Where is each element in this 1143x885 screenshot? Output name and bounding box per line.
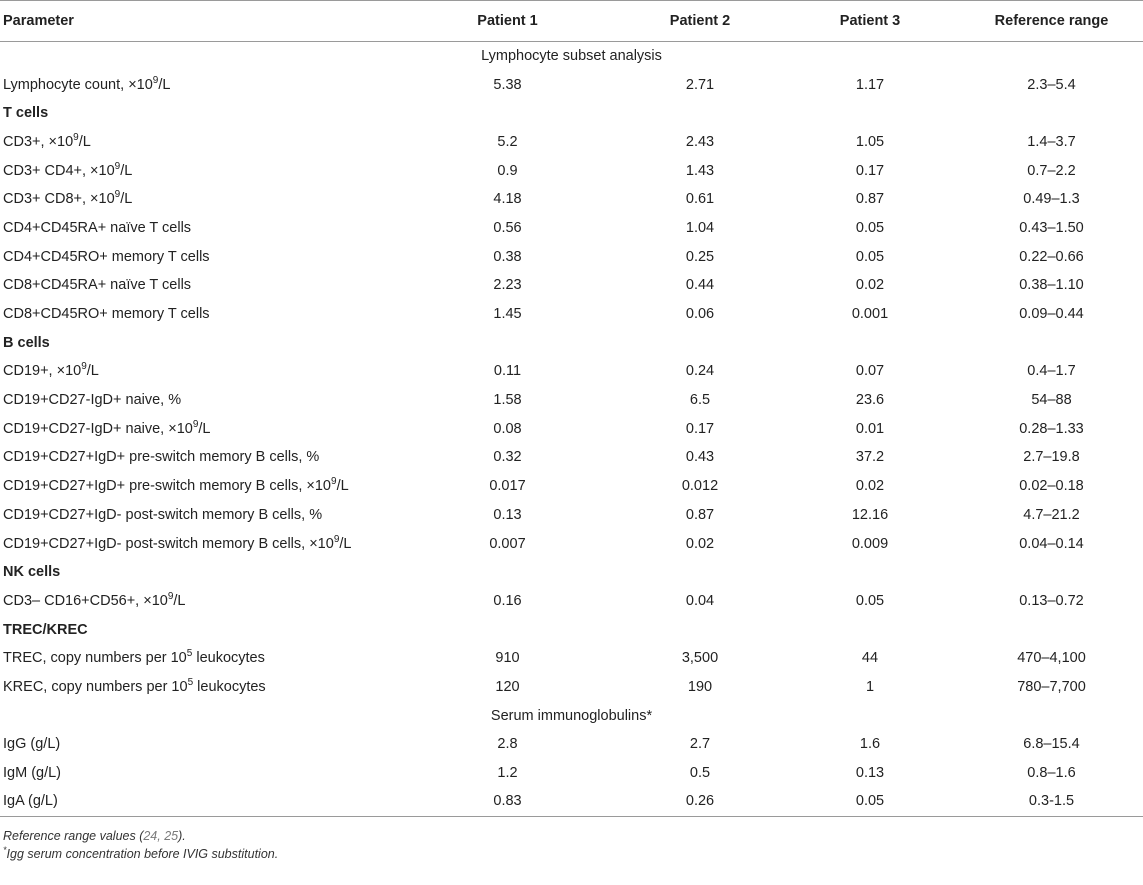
patient-2-value: 2.43 xyxy=(685,133,715,150)
reference-range-value: 0.38–1.10 xyxy=(1019,277,1084,294)
igg-note xyxy=(3,845,1143,863)
reference-range-value: 0.22–0.66 xyxy=(1019,248,1084,265)
patient-3-value: 0.01 xyxy=(855,420,885,437)
parameter-exponent: 5 xyxy=(187,677,194,689)
patient-2-value: 0.43 xyxy=(685,449,715,466)
parameter-label: CD3– CD16+CD56+, ×10 xyxy=(3,592,168,609)
parameter-unit: /L xyxy=(336,478,349,495)
patient-3-value: 0.02 xyxy=(855,277,885,294)
patient-3-value: 0.001 xyxy=(851,306,889,323)
patient-3-value: 0.05 xyxy=(855,592,885,609)
parameter-exponent: 5 xyxy=(186,648,193,660)
parameter-cell xyxy=(0,414,395,443)
patient-1-value: 1.45 xyxy=(493,306,522,323)
parameter-exponent: 9 xyxy=(114,189,121,201)
table-row xyxy=(0,128,1143,157)
table-row xyxy=(0,70,1143,99)
patient-1-value: 5.2 xyxy=(497,133,518,150)
patient-1-value: 120 xyxy=(495,678,520,695)
parameter-cell xyxy=(0,128,395,157)
patient-2-value: 0.012 xyxy=(681,478,719,495)
patient-2-value: 2.71 xyxy=(685,76,715,93)
section-label: Lymphocyte subset analysis xyxy=(481,48,662,65)
table-row xyxy=(0,156,1143,185)
patient-3-value: 1.17 xyxy=(855,76,885,93)
parameter-cell xyxy=(0,386,395,415)
patient-2-value: 0.02 xyxy=(685,535,715,552)
parameter-label: CD8+CD45RO+ memory T cells xyxy=(3,306,210,323)
parameter-cell xyxy=(0,787,395,816)
group-label: B cells xyxy=(3,334,50,351)
parameter-cell xyxy=(0,759,395,788)
section-label: Serum immunoglobulins* xyxy=(490,707,653,724)
parameter-label: CD19+CD27+IgD- post-switch memory B cells, ×10 xyxy=(3,535,334,552)
table-row xyxy=(0,787,1143,816)
patient-3-value: 44 xyxy=(861,650,879,667)
patient-3-value: 0.13 xyxy=(855,765,885,782)
parameter-label: CD4+CD45RA+ naïve T cells xyxy=(3,219,192,236)
reference-range-value: 0.13–0.72 xyxy=(1019,592,1084,609)
reference-range-value: 1.4–3.7 xyxy=(1027,133,1076,150)
patient-1-value: 1.58 xyxy=(493,392,522,409)
group-row xyxy=(0,615,1143,644)
group-row xyxy=(0,328,1143,357)
reference-range-value: 0.4–1.7 xyxy=(1027,363,1076,380)
igg-note-text: Igg serum concentration before IVIG substitution. xyxy=(6,846,279,861)
parameter-unit: /L xyxy=(86,363,99,380)
patient-3-value: 0.87 xyxy=(855,191,885,208)
parameter-cell xyxy=(0,587,395,616)
group-label: NK cells xyxy=(3,564,61,581)
reference-note-suffix: ). xyxy=(178,828,186,843)
parameter-label: Lymphocyte count, ×10 xyxy=(3,76,153,93)
table-row xyxy=(0,443,1143,472)
parameter-exponent: 9 xyxy=(152,74,159,86)
section-row xyxy=(0,701,1143,730)
reference-range-value: 0.43–1.50 xyxy=(1019,219,1084,236)
patient-3-value: 0.009 xyxy=(851,535,889,552)
patient-1-value: 0.13 xyxy=(493,506,522,523)
reference-range-value: 0.28–1.33 xyxy=(1019,420,1084,437)
table-header-row xyxy=(0,1,1143,42)
patient-1-value: 0.007 xyxy=(489,535,526,552)
reference-range-value: 470–4,100 xyxy=(1017,650,1086,667)
header-parameter: Parameter xyxy=(0,1,395,42)
patient-1-value: 4.18 xyxy=(493,191,522,208)
patient-3-value: 0.05 xyxy=(780,787,960,816)
patient-1-value: 5.38 xyxy=(493,76,522,93)
reference-range-value: 0.02–0.18 xyxy=(1019,478,1084,495)
table-row xyxy=(0,472,1143,501)
parameter-label: IgG (g/L) xyxy=(3,736,61,753)
table-row xyxy=(0,759,1143,788)
table-row xyxy=(0,386,1143,415)
table-row xyxy=(0,414,1143,443)
patient-2-value: 190 xyxy=(687,678,713,695)
parameter-label: CD19+, ×10 xyxy=(3,363,82,380)
patient-1-value: 0.08 xyxy=(493,420,522,437)
table-row xyxy=(0,214,1143,243)
reference-range-value: 0.04–0.14 xyxy=(1019,535,1084,552)
patient-1-value: 0.16 xyxy=(493,592,522,609)
parameter-label: CD3+, ×10 xyxy=(3,133,74,150)
table-row xyxy=(0,242,1143,271)
patient-3-value: 0.05 xyxy=(855,248,885,265)
parameter-unit: /L xyxy=(173,592,186,609)
group-label: T cells xyxy=(3,105,49,122)
patient-1-value: 0.38 xyxy=(493,248,522,265)
parameter-unit: /L xyxy=(120,191,133,208)
parameter-label: CD19+CD27-IgD+ naive, % xyxy=(3,392,182,409)
parameter-cell xyxy=(0,673,395,702)
reference-range-value: 2.7–19.8 xyxy=(1023,449,1080,466)
parameter-label: CD3+ CD4+, ×10 xyxy=(3,162,115,179)
reference-citation-links[interactable]: 24, 25 xyxy=(143,828,179,843)
patient-2-value: 0.26 xyxy=(620,787,780,816)
parameter-exponent: 9 xyxy=(114,160,121,172)
parameter-unit: leukocytes xyxy=(193,678,266,695)
patient-2-value: 0.06 xyxy=(685,306,715,323)
parameter-cell xyxy=(0,443,395,472)
parameter-unit: /L xyxy=(78,133,91,150)
parameter-cell xyxy=(0,529,395,558)
parameter-exponent: 9 xyxy=(81,361,87,373)
reference-range-value: 0.8–1.6 xyxy=(1027,765,1076,782)
table-row xyxy=(0,587,1143,616)
patient-2-value: 0.5 xyxy=(689,765,711,782)
patient-1-value: 0.83 xyxy=(395,787,620,816)
parameter-exponent: 9 xyxy=(73,132,79,144)
parameter-exponent: 9 xyxy=(333,533,340,545)
table-row xyxy=(0,271,1143,300)
parameter-label: CD3+ CD8+, ×10 xyxy=(3,191,115,208)
patient-1-value: 0.32 xyxy=(493,449,522,466)
patient-2-value: 0.24 xyxy=(685,363,715,380)
parameter-cell xyxy=(0,644,395,673)
parameter-cell xyxy=(0,300,395,329)
group-row xyxy=(0,558,1143,587)
group-label: TREC/KREC xyxy=(3,621,88,638)
reference-range-value: 0.7–2.2 xyxy=(1027,162,1076,179)
table-row xyxy=(0,185,1143,214)
parameter-label: CD19+CD27+IgD+ pre-switch memory B cells, ×10 xyxy=(3,478,331,495)
reference-note xyxy=(3,827,1143,845)
patient-1-value: 0.56 xyxy=(493,219,522,236)
patient-2-value: 0.61 xyxy=(685,191,715,208)
patient-3-value: 1.05 xyxy=(855,133,885,150)
parameter-cell xyxy=(0,357,395,386)
reference-range-value: 780–7,700 xyxy=(1017,678,1086,695)
table-row xyxy=(0,730,1143,759)
table-row xyxy=(0,644,1143,673)
parameter-label: CD19+CD27+IgD- post-switch memory B cells, % xyxy=(3,506,323,523)
section-row xyxy=(0,42,1143,71)
parameter-label: IgA (g/L) xyxy=(3,793,58,810)
parameter-exponent: 9 xyxy=(331,476,337,488)
parameter-cell xyxy=(0,501,395,530)
patient-1-value: 910 xyxy=(495,650,520,667)
patient-2-value: 3,500 xyxy=(681,650,719,667)
reference-note-prefix: Reference range values ( xyxy=(3,828,144,843)
patient-1-value: 0.017 xyxy=(489,478,526,495)
patient-2-value: 0.44 xyxy=(685,277,715,294)
patient-3-value: 1.6 xyxy=(859,736,881,753)
patient-3-value: 0.05 xyxy=(855,219,885,236)
parameter-label: CD19+CD27+IgD+ pre-switch memory B cells, % xyxy=(3,449,320,466)
group-row xyxy=(0,99,1143,128)
reference-range-value: 6.8–15.4 xyxy=(1023,736,1080,753)
patient-1-value: 2.8 xyxy=(497,736,518,753)
reference-range-value: 0.3-1.5 xyxy=(960,787,1143,816)
parameter-exponent: 9 xyxy=(192,418,199,430)
parameter-exponent: 9 xyxy=(167,591,174,603)
patient-3-value: 37.2 xyxy=(855,449,885,466)
parameter-label: TREC, copy numbers per 10 xyxy=(3,650,187,667)
reference-range-value: 4.7–21.2 xyxy=(1023,506,1080,523)
table-row xyxy=(0,357,1143,386)
reference-range-value: 2.3–5.4 xyxy=(1027,76,1076,93)
parameter-cell xyxy=(0,271,395,300)
patient-2-value: 6.5 xyxy=(689,392,711,409)
reference-range-value: 54–88 xyxy=(1031,392,1072,409)
patient-2-value: 2.7 xyxy=(689,736,711,753)
parameter-unit: /L xyxy=(198,420,211,437)
patient-3-value: 0.17 xyxy=(855,162,885,179)
parameter-unit: /L xyxy=(120,162,133,179)
footnote-asterisk: * xyxy=(3,844,7,855)
patient-2-value: 1.04 xyxy=(685,219,715,236)
header-patient-2: Patient 2 xyxy=(620,1,780,42)
patient-1-value: 2.23 xyxy=(493,277,522,294)
patient-2-value: 1.43 xyxy=(685,162,715,179)
table-body xyxy=(0,42,1143,817)
parameter-unit: /L xyxy=(339,535,352,552)
patient-1-value: 0.9 xyxy=(497,162,518,179)
parameter-label: CD4+CD45RO+ memory T cells xyxy=(3,248,210,265)
reference-range-value: 0.49–1.3 xyxy=(1023,191,1080,208)
parameter-cell xyxy=(0,242,395,271)
table-row xyxy=(0,673,1143,702)
patient-3-value: 23.6 xyxy=(855,392,885,409)
parameter-cell xyxy=(0,185,395,214)
header-patient-3: Patient 3 xyxy=(780,1,960,42)
patient-2-value: 0.04 xyxy=(685,592,715,609)
parameter-label: CD19+CD27-IgD+ naive, ×10 xyxy=(3,420,193,437)
table-row xyxy=(0,529,1143,558)
table-footnotes xyxy=(0,827,1143,863)
parameter-cell xyxy=(0,156,395,185)
patient-1-value: 0.11 xyxy=(493,363,522,380)
parameter-unit: leukocytes xyxy=(192,650,265,667)
patient-2-value: 0.87 xyxy=(685,506,715,523)
header-reference-range: Reference range xyxy=(960,1,1143,42)
parameter-cell xyxy=(0,70,395,99)
parameter-label: CD8+CD45RA+ naïve T cells xyxy=(3,277,192,294)
parameter-cell xyxy=(0,214,395,243)
parameter-cell xyxy=(0,472,395,501)
patient-2-value: 0.25 xyxy=(685,248,715,265)
reference-range-value: 0.09–0.44 xyxy=(1019,306,1084,323)
patient-3-value: 1 xyxy=(865,678,875,695)
table-row xyxy=(0,300,1143,329)
header-patient-1: Patient 1 xyxy=(395,1,620,42)
patient-3-value: 0.02 xyxy=(855,478,885,495)
patient-2-value: 0.17 xyxy=(685,420,715,437)
parameter-label: IgM (g/L) xyxy=(3,765,62,782)
patient-3-value: 12.16 xyxy=(851,506,889,523)
parameter-cell xyxy=(0,730,395,759)
parameter-label: KREC, copy numbers per 10 xyxy=(3,678,188,695)
table-row xyxy=(0,501,1143,530)
patient-1-value: 1.2 xyxy=(497,765,518,782)
parameter-unit: /L xyxy=(158,76,171,93)
patient-3-value: 0.07 xyxy=(855,363,885,380)
